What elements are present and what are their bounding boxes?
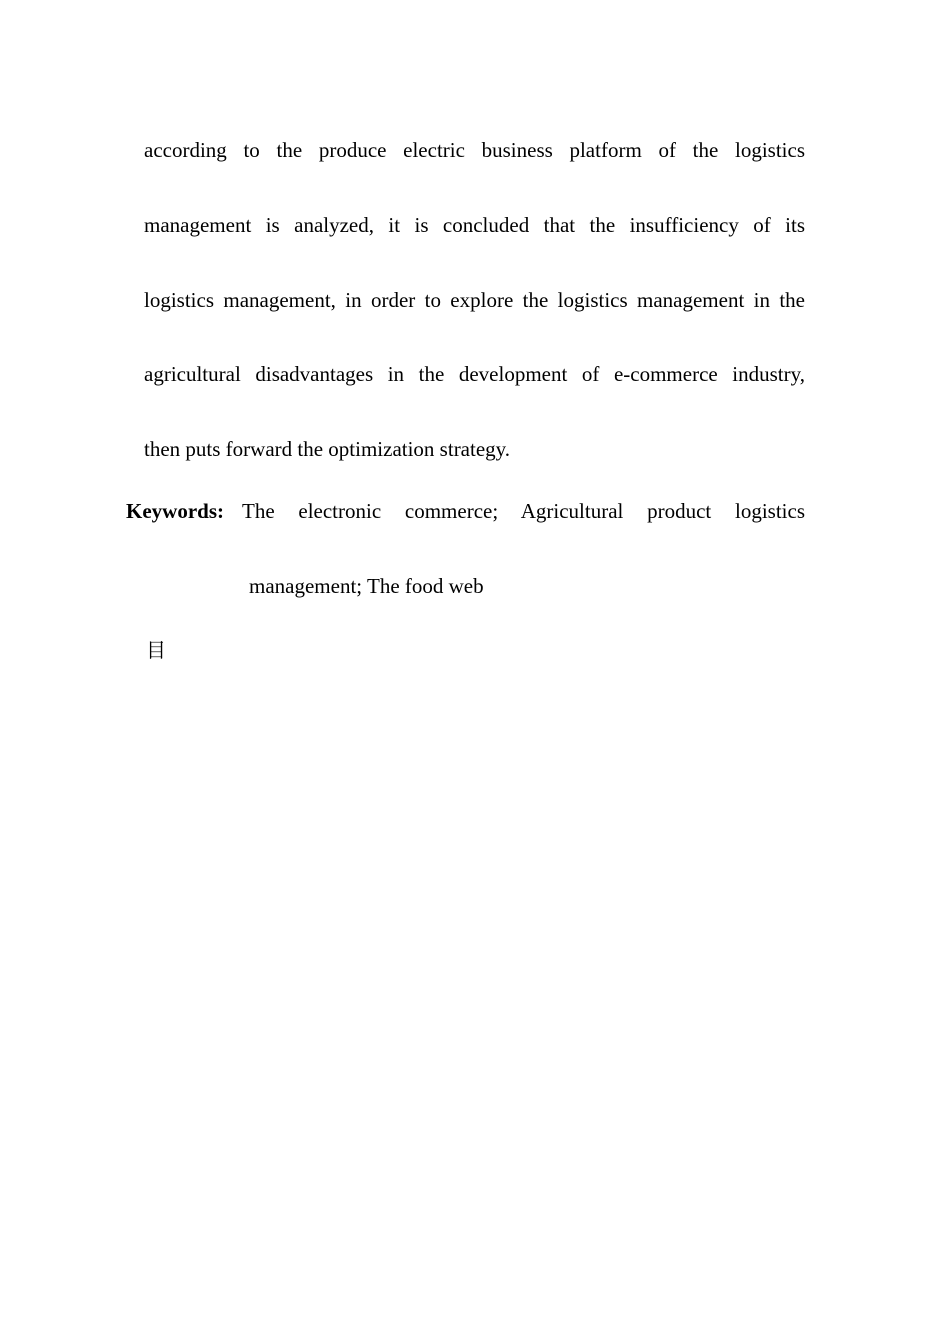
abstract-line-3: logistics management, in order to explore the logistics management in the <box>144 288 805 312</box>
keywords-section <box>126 498 805 524</box>
keywords-label: Keywords: <box>126 499 224 523</box>
abstract-line-1: according to the produce electric business platform of the logistics <box>144 138 805 162</box>
keywords-line-2: management; The food web <box>249 574 484 598</box>
abstract-line-5: then puts forward the optimization strategy. <box>144 437 511 461</box>
toc-heading-fragment: 目 <box>146 638 166 662</box>
keywords-line-1: The electronic commerce; Agricultural product logistics <box>242 499 805 523</box>
abstract-line-2: management is analyzed, it is concluded that the insufficiency of its <box>144 213 805 237</box>
abstract-line-4: agricultural disadvantages in the development of e-commerce industry, <box>144 362 805 386</box>
